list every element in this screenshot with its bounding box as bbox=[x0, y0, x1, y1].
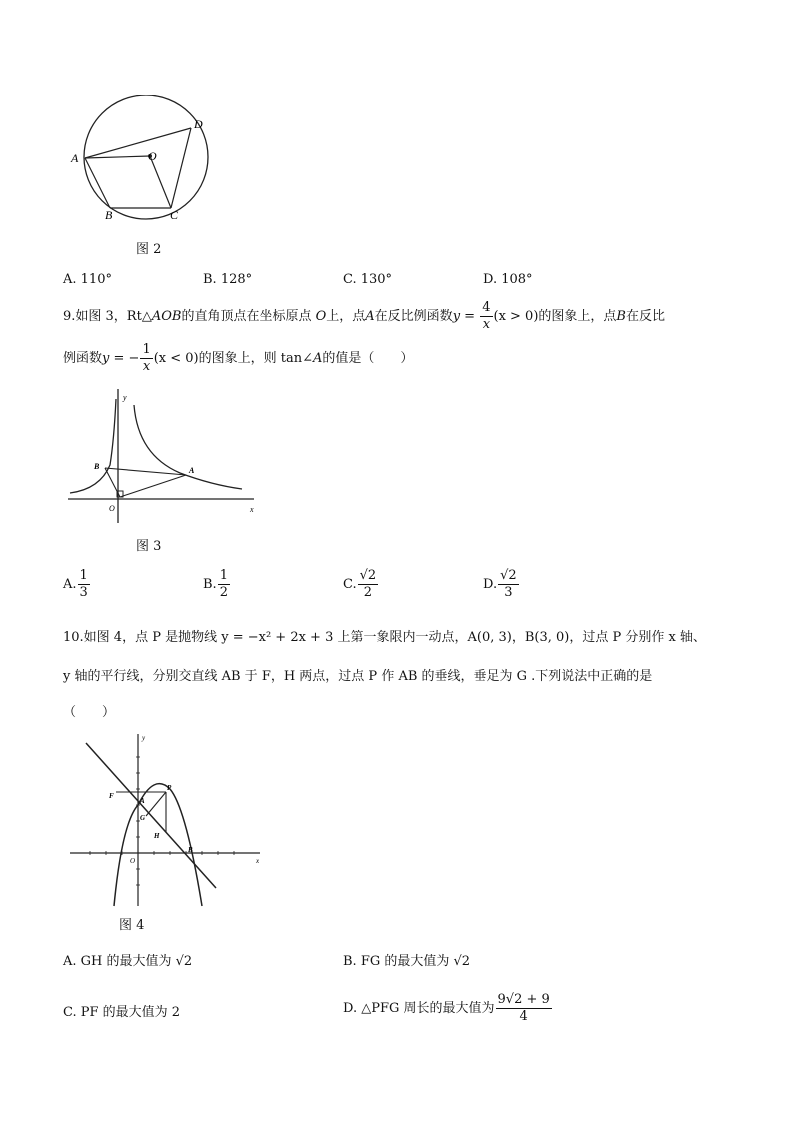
line-ab bbox=[86, 743, 216, 888]
q9-option-b: B. $\frac{1}{2}$ bbox=[203, 568, 228, 600]
figure-2 bbox=[60, 95, 230, 235]
label-f: F bbox=[109, 792, 114, 800]
label-a: A bbox=[189, 466, 195, 475]
q8-option-a: A. 110° bbox=[63, 272, 112, 287]
label-c: C bbox=[170, 208, 179, 222]
figure-3 bbox=[62, 385, 262, 530]
q10-line-2: y 轴的平行线，分别交直线 AB 于 F，H 两点，过点 P 作 AB 的垂线，垂足为 G .下列说法中正确的是 bbox=[63, 669, 653, 684]
label-y: y bbox=[142, 734, 146, 742]
segment-ba bbox=[105, 468, 186, 475]
q8-option-c: C. 130° bbox=[343, 272, 393, 287]
figure-2-caption: 图 2 bbox=[136, 242, 162, 257]
segment-cd bbox=[171, 128, 191, 208]
figure-4-caption: 图 4 bbox=[119, 918, 145, 933]
segment-ad bbox=[85, 128, 191, 158]
label-h: H bbox=[154, 832, 160, 840]
q9-line-1: 9.如图 3，Rt△AOB的直角顶点在坐标原点 O上，点A在反比例函数y = $\frac{4}{x}$ (x > 0)的图象上，点B在反比 bbox=[63, 300, 665, 332]
label-g: G bbox=[140, 814, 146, 822]
label-y: y bbox=[123, 393, 127, 402]
fraction-4-over-x: $\frac{4}{x}$ bbox=[482, 300, 491, 332]
q9-line-2: 例函数y = − $\frac{1}{x}$ (x < 0)的图象上，则 tan∠A的值是（ ） bbox=[63, 342, 414, 374]
segment-oa bbox=[120, 475, 186, 497]
label-a: A bbox=[140, 797, 145, 805]
fraction-perimeter: $\frac{9√2 + 9}{4}$ bbox=[497, 992, 550, 1024]
curve-4-over-x bbox=[134, 405, 242, 489]
label-p: P bbox=[167, 784, 172, 792]
curve-neg-1-over-x bbox=[70, 399, 116, 493]
q10-option-d: D. △PFG 周长的最大值为 $\frac{9√2 + 9}{4}$ bbox=[343, 992, 550, 1024]
label-b: B bbox=[105, 208, 113, 222]
segment-oc bbox=[150, 156, 171, 208]
label-a: A bbox=[71, 151, 79, 165]
q10-option-a: A. GH 的最大值为 √2 bbox=[63, 954, 193, 969]
q9-option-d: D. $\frac{√2}{3}$ bbox=[483, 568, 517, 600]
q10-line-1: 10.如图 4，点 P 是抛物线 y = −x² + 2x + 3 上第一象限内一动点，A(0, 3)，B(3, 0)，过点 P 分别作 x 轴、 bbox=[63, 630, 706, 645]
label-o: O bbox=[109, 504, 115, 513]
figure-3-caption: 图 3 bbox=[136, 539, 162, 554]
label-b: B bbox=[94, 462, 100, 471]
q10-line-3: （ ） bbox=[63, 705, 116, 720]
q8-option-b: B. 128° bbox=[203, 272, 253, 287]
q10-option-c: C. PF 的最大值为 2 bbox=[63, 1005, 181, 1020]
segment-ab bbox=[85, 158, 110, 208]
q10-option-b: B. FG 的最大值为 √2 bbox=[343, 954, 471, 969]
segment-pg bbox=[146, 792, 166, 816]
label-b: B bbox=[188, 846, 193, 854]
label-o: O bbox=[130, 857, 136, 865]
figure-4 bbox=[66, 728, 266, 910]
fraction-1-over-x: $\frac{1}{x}$ bbox=[142, 342, 151, 374]
label-o: O bbox=[148, 149, 157, 163]
segment-ao bbox=[85, 156, 150, 158]
q9-option-c: C. $\frac{√2}{2}$ bbox=[343, 568, 377, 600]
label-d: D bbox=[194, 117, 203, 131]
q9-option-a: A. $\frac{1}{3}$ bbox=[63, 568, 88, 600]
label-x: x bbox=[256, 857, 260, 865]
label-x: x bbox=[250, 505, 254, 514]
q8-option-d: D. 108° bbox=[483, 272, 533, 287]
